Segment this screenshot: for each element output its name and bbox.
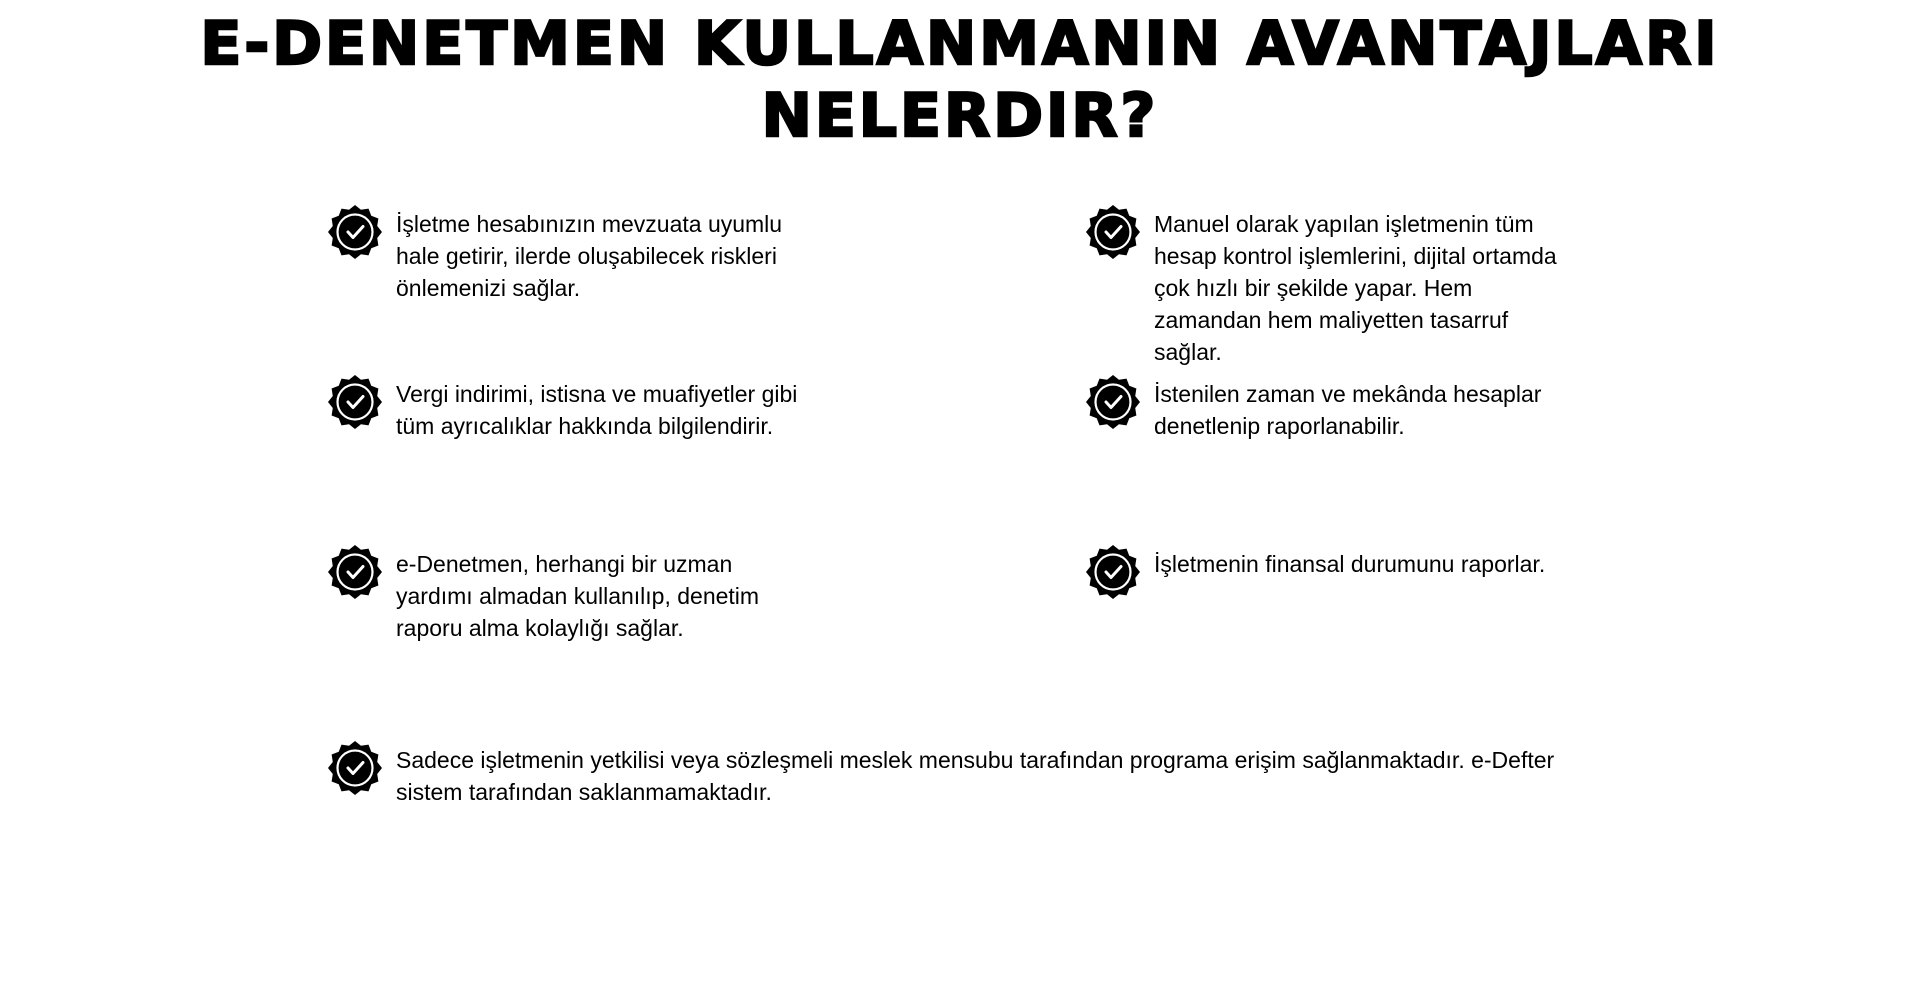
check-badge-icon [326, 739, 384, 797]
advantage-text: İşletme hesabınızın mevzuata uyumlu hale getirir, ilerde oluşabilecek riskleri önlemenizi sağlar. [396, 211, 783, 301]
advantage-text: Vergi indirimi, istisna ve muafiyetler gibi tüm ayrıcalıklar hakkında bilgilendirir. [396, 381, 798, 439]
advantage-text: İşletmenin finansal durumunu raporlar. [1154, 551, 1546, 577]
advantage-item [326, 378, 806, 442]
check-badge-icon [1084, 543, 1142, 601]
check-badge-icon [326, 203, 384, 261]
advantage-item [1084, 208, 1564, 368]
advantage-text: e-Denetmen, herhangi bir uzman yardımı almadan kullanılıp, denetim raporu alma kolaylığı sağlar. [396, 551, 760, 641]
advantage-item [326, 744, 1556, 808]
check-badge-icon [1084, 373, 1142, 431]
advantage-item [326, 208, 806, 304]
advantage-text: Sadece işletmenin yetkilisi veya sözleşmeli meslek mensubu tarafından programa erişim sağlanmaktadır. e-Defter sistem tarafından saklanmamaktadır. [396, 747, 1555, 805]
advantage-text: İstenilen zaman ve mekânda hesaplar denetlenip raporlanabilir. [1154, 381, 1542, 439]
advantage-text: Manuel olarak yapılan işletmenin tüm hesap kontrol işlemlerini, dijital ortamda çok hızlı bir şekilde yapar. Hem zamandan hem maliyetten tasarruf sağlar. [1154, 211, 1557, 365]
advantage-item [1084, 548, 1564, 601]
check-badge-icon [1084, 203, 1142, 261]
page-title: E-DENETMEN KULLANMANIN AVANTAJLARI NELERDIR? [200, 9, 1720, 151]
check-badge-icon [326, 373, 384, 431]
check-badge-icon [326, 543, 384, 601]
advantage-item [326, 548, 806, 644]
advantage-item [1084, 378, 1564, 442]
